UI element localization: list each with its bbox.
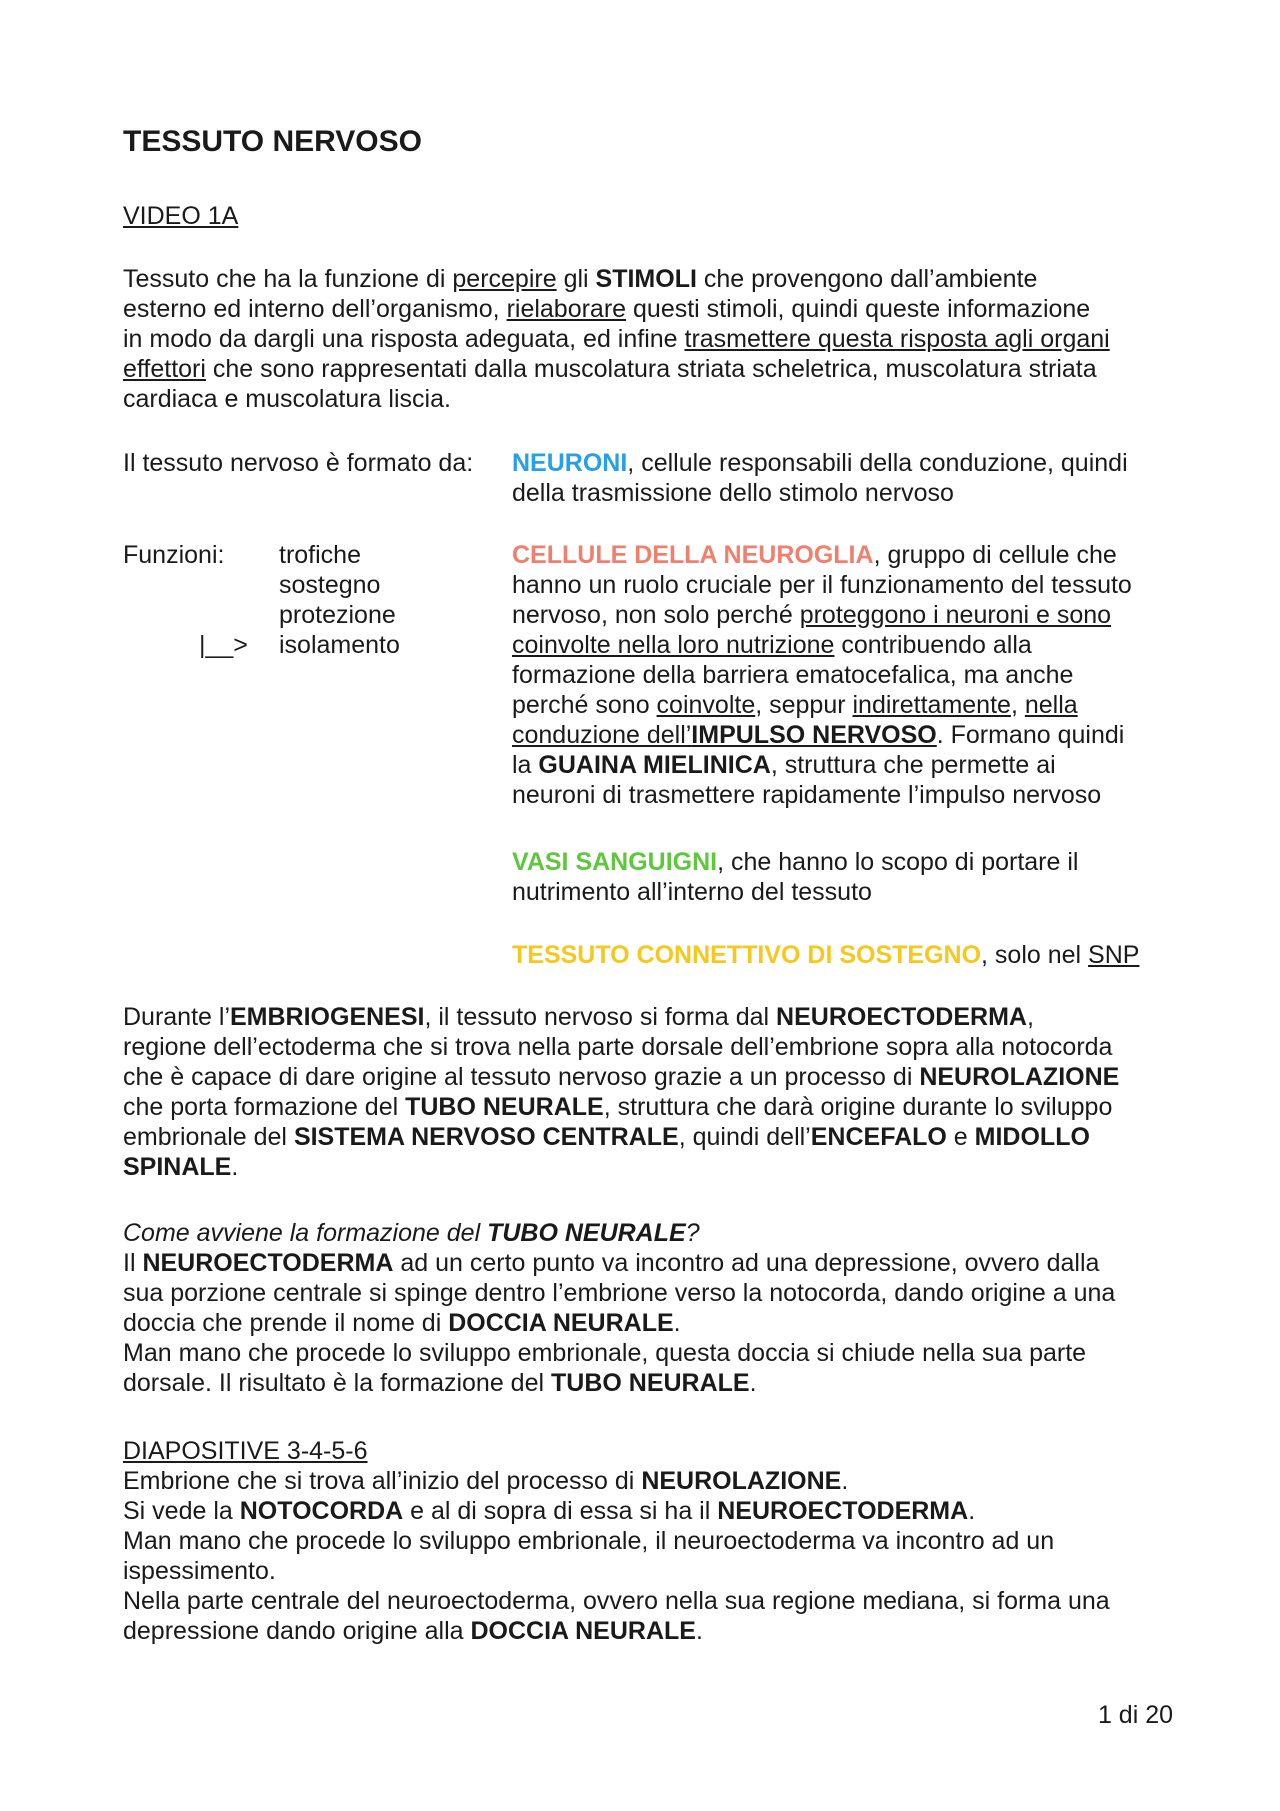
list-item: trofiche: [279, 541, 361, 569]
page-title: TESSUTO NERVOSO: [123, 125, 422, 158]
intro-paragraph: Tessuto che ha la funzione di percepire gli STIMOLI che provengono dall’ambiente esterno ed interno dell’organismo, rielaborare questi stimoli, quindi queste informazione in modo da dargli una risposta adeguata, ed infine trasmettere questa risposta agli organi effettori che sono rappresentati dalla muscolatura striata scheletrica, muscolatura striata cardiaca e muscolatura liscia.: [123, 265, 1110, 413]
section-label-diapositive: DIAPOSITIVE 3-4-5-6: [123, 1437, 368, 1465]
funzioni-label: Funzioni:: [123, 541, 225, 569]
document-page: [123, 0, 1173, 1811]
list-item: isolamento: [279, 631, 400, 659]
answer-paragraph: Il NEUROECTODERMA ad un certo punto va incontro ad una depressione, ovvero dalla sua porzione centrale si spinge dentro l’embrione verso la notocorda, dando origine a una doccia che prende il nome di DOCCIA NEURALE. Man mano che procede lo sviluppo embrionale, questa doccia si chiude nella sua parte dorsale. Il risultato è la formazione del TUBO NEURALE.: [123, 1249, 1116, 1397]
neuroglia-block: CELLULE DELLA NEUROGLIA, gruppo di cellule che hanno un ruolo cruciale per il funzionamento del tessuto nervoso, non solo perché proteggono i neuroni e sono coinvolte nella loro nutrizione contribuendo alla formazione della barriera ematocefalica, ma anche perché sono coinvolte, seppur indirettamente, nella conduzione dell’IMPULSO NERVOSO. Formano quindi la GUAINA MIELINICA, struttura che permette ai neuroni di trasmettere rapidamente l’impulso nervoso: [512, 541, 1132, 809]
arrow-icon: |__>: [199, 631, 248, 659]
section-label-video: VIDEO 1A: [123, 202, 239, 230]
page-number: 1 di 20: [1097, 1701, 1173, 1729]
list-item: protezione: [279, 601, 396, 629]
funzioni-list: [279, 540, 400, 660]
connettivo-block: TESSUTO CONNETTIVO DI SOSTEGNO, solo nel SNP: [512, 941, 1140, 969]
formed-by-label: Il tessuto nervoso è formato da:: [123, 449, 474, 477]
question-line: Come avviene la formazione del TUBO NEURALE?: [123, 1219, 700, 1247]
embriogenesi-paragraph: Durante l’EMBRIOGENESI, il tessuto nervoso si forma dal NEUROECTODERMA, regione dell’ectoderma che si trova nella parte dorsale dell’embrione sopra alla notocorda che è capace di dare origine al tessuto nervoso grazie a un processo di NEUROLAZIONE che porta formazione del TUBO NEURALE, struttura che darà origine durante lo sviluppo embrionale del SISTEMA NERVOSO CENTRALE, quindi dell’ENCEFALO e MIDOLLO SPINALE.: [123, 1003, 1120, 1181]
diapositive-paragraph: Embrione che si trova all’inizio del processo di NEUROLAZIONE. Si vede la NOTOCORDA e al di sopra di essa si ha il NEUROECTODERMA. Man mano che procede lo sviluppo embrionale, il neuroectoderma va incontro ad un ispessimento. Nella parte centrale del neuroectoderma, ovvero nella sua regione mediana, si forma una depressione dando origine alla DOCCIA NEURALE.: [123, 1467, 1110, 1645]
list-item: sostegno: [279, 571, 381, 599]
vasi-block: VASI SANGUIGNI, che hanno lo scopo di portare il nutrimento all’interno del tessuto: [512, 848, 1079, 906]
neuroni-block: NEURONI, cellule responsabili della conduzione, quindi della trasmissione dello stimolo nervoso: [512, 449, 1128, 507]
